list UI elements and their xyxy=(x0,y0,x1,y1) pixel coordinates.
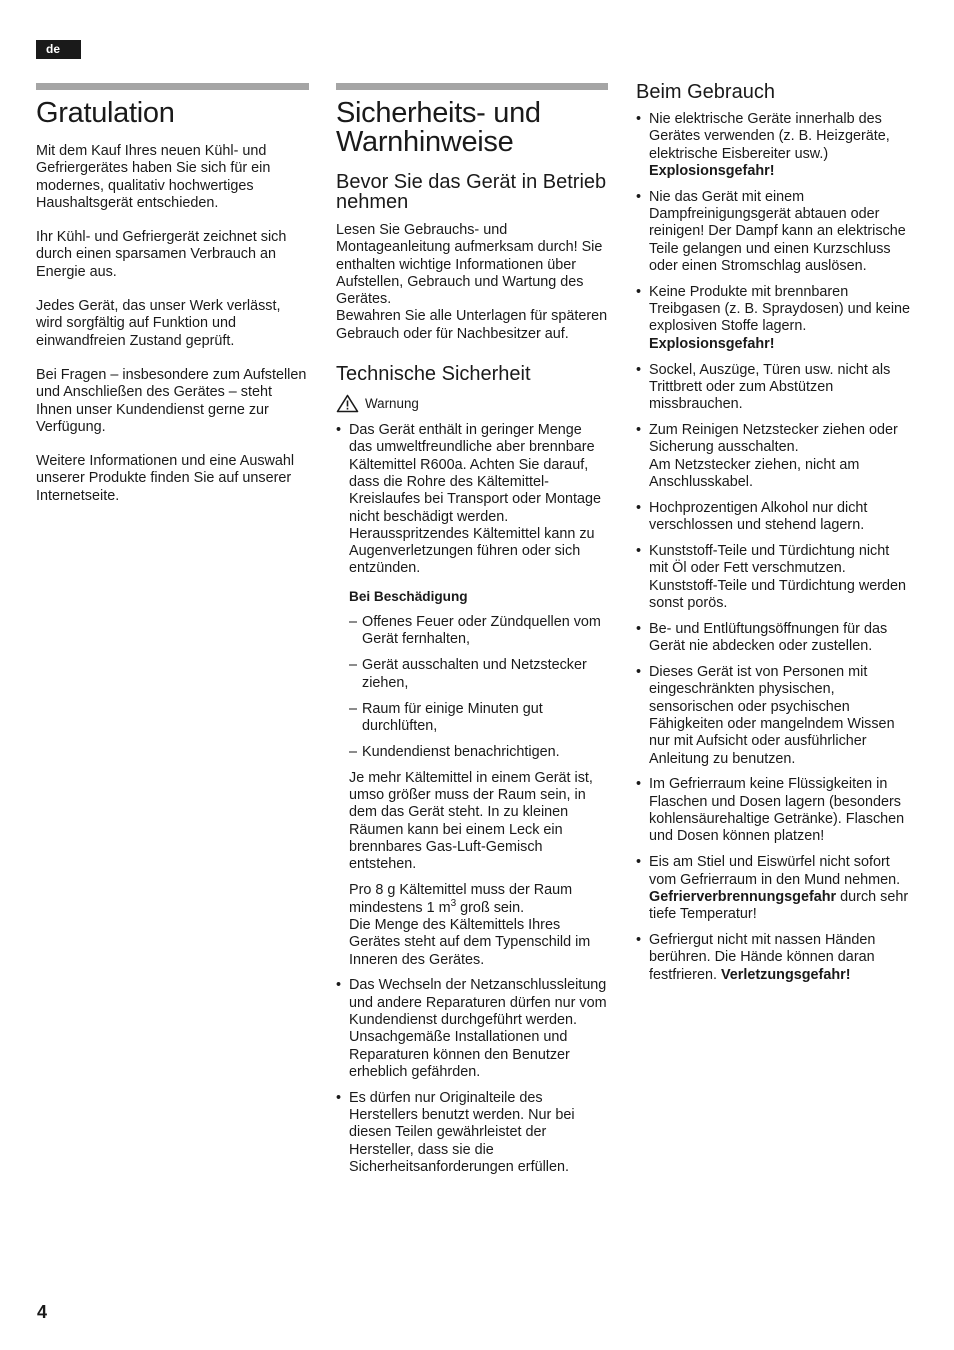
list-item: – Kundendienst benachrichtigen. xyxy=(349,744,608,761)
before-use-text xyxy=(336,222,608,343)
item-text: Kunststoff-Teile und Türdichtung nicht mit Öl oder Fett verschmutzen. Kunststoff-Teile und Türdichtung werden sonst porös. xyxy=(649,543,907,611)
list-item xyxy=(636,854,911,923)
warning-triangle-icon xyxy=(336,394,359,413)
damage-steps xyxy=(349,614,608,761)
safety-title: Sicherheits- und Warnhinweise xyxy=(336,97,541,158)
list-item xyxy=(636,543,911,612)
list-item xyxy=(636,284,911,353)
before-use-text-1: Lesen Sie Gebrauchs- und Montageanleitung aufmerksam durch! Sie enthalten wichtige Informationen über Aufstellen, Gebrauch und Wartung des Gerätes. xyxy=(336,222,603,308)
list-item: – Offenes Feuer oder Zündquellen vom Gerät fernhalten, xyxy=(349,614,608,649)
item-text: Nie das Gerät mit einem Dampfreinigungsgerät abtauen oder reinigen! Der Dampf kann an elektrische Teile gelangen und einen Kurzschluss oder einen Stromschlag auslösen. xyxy=(649,188,906,274)
room-size-text: Je mehr Kältemittel in einem Gerät ist, umso größer muss der Raum sein, in dem das Gerät steht. In zu kleinen Räumen kann bei einem Leck ein brennbares Gas-Luft-Gemisch entstehen. xyxy=(349,769,593,873)
list-item xyxy=(636,500,911,535)
list-item xyxy=(636,621,911,656)
usage-heading: Beim Gebrauch xyxy=(636,81,775,103)
refrigerant-text: Das Gerät enthält in geringer Menge das umweltfreundliche aber brennbare Kältemittel R600a. Achten Sie darauf, dass die Rohre des Kältemittel-Kreislaufes bei Transport oder Montage nicht beschädigt werden. Herausspritzendes Kältemittel kann zu Augenverletzungen führen oder sich entzünden. xyxy=(349,422,601,577)
damage-heading: Bei Beschädigung xyxy=(349,588,468,604)
before-use-heading: Bevor Sie das Gerät in Betrieb nehmen xyxy=(336,171,607,213)
gratulation-paragraph: Jedes Gerät, das unser Werk verlässt, wird sorgfältig auf Funktion und einwandfreien Zustand geprüft. xyxy=(36,298,281,349)
item-text: Keine Produkte mit brennbaren Treibgasen (z. B. Spraydosen) und keine explosiven Stoffe lagern. xyxy=(649,283,911,335)
item-text: Dieses Gerät ist von Personen mit eingeschränkten physischen, sensorischen oder psychischen Fähigkeiten oder mangelndem Wissen nur mit Aufsicht oder ausführlicher Anleitung zu benutzen. xyxy=(649,664,895,767)
item-text: Be- und Entlüftungsöffnungen für das Gerät nie abdecken oder zustellen. xyxy=(649,620,888,655)
usage-column xyxy=(636,78,911,992)
list-item xyxy=(636,776,911,845)
list-item xyxy=(636,111,911,180)
usage-list xyxy=(636,111,911,984)
before-use-text-2: Bewahren Sie alle Unterlagen für späteren Gebrauch oder für Nachbesitzer auf. xyxy=(336,308,608,342)
hazard-label: Explosionsgefahr! xyxy=(649,162,775,179)
item-text: Eis am Stiel und Eiswürfel nicht sofort vom Gefrierraum in den Mund nehmen. xyxy=(649,854,901,888)
item-text: Im Gefrierraum keine Flüssigkeiten in Flaschen und Dosen lagern (besonders kohlensäurehaltige Getränke). Flaschen und Dosen können platzen! xyxy=(649,776,905,845)
page-number: 4 xyxy=(37,1302,48,1322)
per-gram-text-a: Pro 8 g Kältemittel muss der Raum mindestens 1 m xyxy=(349,882,573,916)
per-gram-text-b: groß sein. xyxy=(456,899,525,916)
gratulation-paragraph: Weitere Informationen und eine Auswahl unserer Produkte finden Sie auf unserer Internetseite. xyxy=(36,453,295,504)
list-item xyxy=(636,362,911,414)
gratulation-paragraph: Mit dem Kauf Ihres neuen Kühl- und Gefriergerätes haben Sie sich für ein modernes, qualitativ hochwertiges Haushaltsgerät entschieden. xyxy=(36,143,271,211)
item-text: Sockel, Auszüge, Türen usw. nicht als Trittbrett oder zum Abstützen missbrauchen. xyxy=(649,361,891,413)
section-rule xyxy=(36,83,309,90)
technical-safety-heading: Technische Sicherheit xyxy=(336,363,531,386)
list-item xyxy=(636,422,911,491)
section-rule xyxy=(336,83,608,90)
language-tag: de xyxy=(36,40,81,59)
list-item xyxy=(636,189,911,275)
list-item: • Das Wechseln der Netzanschlussleitung und andere Reparaturen dürfen nur vom Kundendienst durchgeführt werden. Unsachgemäße Installationen und Reparaturen können den Benutzer erheblich gefährden. xyxy=(336,977,608,1081)
hazard-label: Explosionsgefahr! xyxy=(649,335,775,352)
gratulation-title: Gratulation xyxy=(36,97,175,129)
item-text: Am Netzstecker ziehen, nicht am Anschlusskabel. xyxy=(649,456,860,491)
item-text: Zum Reinigen Netzstecker ziehen oder Sicherung ausschalten. xyxy=(649,422,898,456)
list-item: – Raum für einige Minuten gut durchlüften, xyxy=(349,701,608,736)
hazard-label: Verletzungsgefahr! xyxy=(720,966,851,983)
list-item: – Gerät ausschalten und Netzstecker ziehen, xyxy=(349,657,608,692)
item-text: Hochprozentigen Alkohol nur dicht verschlossen und stehend lagern. xyxy=(649,499,868,534)
item-text: Nie elektrische Geräte innerhalb des Gerätes verwenden (z. B. Heizgeräte, elektrische Eisbereiter usw.) xyxy=(649,111,890,162)
gratulation-paragraph: Ihr Kühl- und Gefriergerät zeichnet sich durch einen sparsamen Verbrauch an Energie aus. xyxy=(36,229,287,280)
per-gram-text xyxy=(349,882,608,968)
technical-safety-list xyxy=(336,422,608,1176)
warning-label: Warnung xyxy=(365,396,419,412)
list-item xyxy=(636,932,911,984)
item-text: Gefriergut nicht mit nassen Händen berühren. Die Hände können daran festfrieren. xyxy=(649,932,876,983)
gratulation-paragraph: Bei Fragen – insbesondere zum Aufstellen und Anschließen des Gerätes – steht Ihnen unser Kundendienst gerne zur Verfügung. xyxy=(36,366,307,435)
list-item xyxy=(336,422,608,969)
list-item: • Es dürfen nur Originalteile des Herstellers benutzt werden. Nur bei diesen Teilen gewährleistet der Hersteller, dass sie die Sicherheitsanforderungen erfüllen. xyxy=(336,1090,608,1176)
hazard-label: Gefrierverbrennungsgefahr xyxy=(649,888,837,905)
item-text: durch sehr tiefe Temperatur! xyxy=(649,888,909,923)
type-plate-text: Die Menge des Kältemittels Ihres Gerätes steht auf dem Typenschild im Inneren des Gerätes. xyxy=(349,916,591,968)
superscript: 3 xyxy=(450,897,457,909)
gratulation-column xyxy=(36,83,309,522)
warning-label-row xyxy=(336,394,608,413)
safety-column xyxy=(336,83,608,1185)
list-item xyxy=(636,664,911,768)
